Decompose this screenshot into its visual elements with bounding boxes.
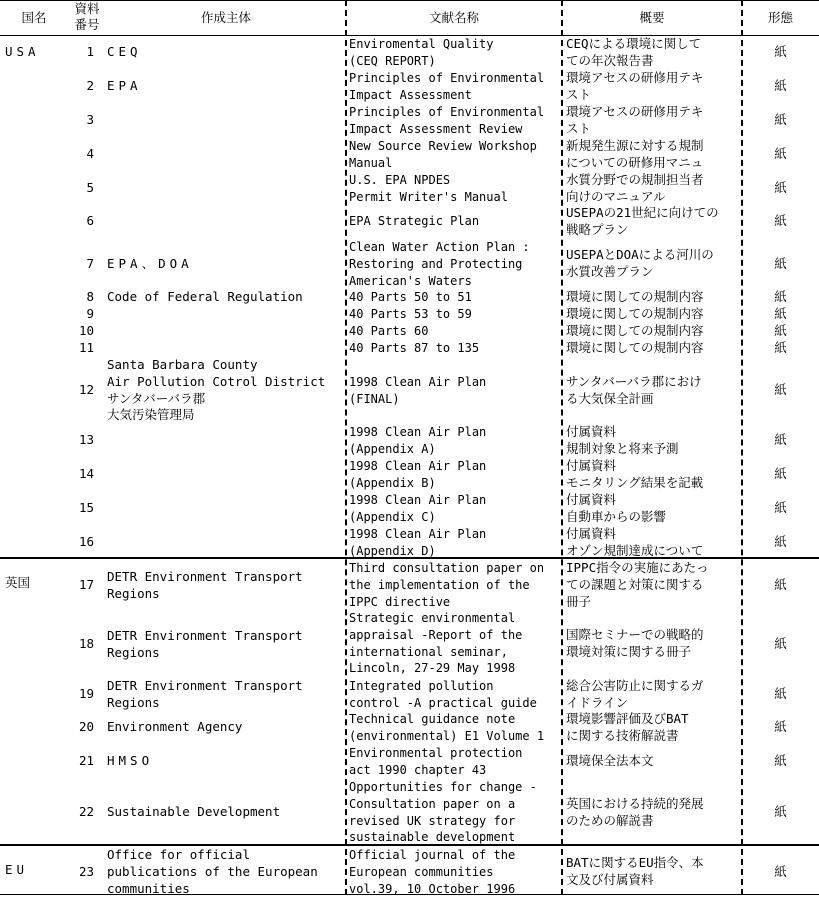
format-cell: 紙 [774,78,787,93]
country-label: EU [5,862,29,877]
header-doc-no-line1: 資料 [74,1,100,16]
doc-number: 18 [78,636,94,651]
doc-number: 8 [86,289,94,304]
summary-line: ての年次報告書 [566,52,654,68]
format-cell: 紙 [774,323,787,338]
doc-number: 16 [78,534,94,549]
doc-number: 17 [78,577,94,592]
title-line: vol.39, 10 October 1996 [349,881,516,896]
summary-line: 付属資料 [566,526,617,541]
title-line: New Source Review Workshop [349,139,537,153]
rule [0,0,819,1]
title-line: international seminar, [349,644,508,659]
title-line: European communities [349,864,494,879]
summary-line: 環境に関しての規制内容 [566,289,704,304]
summary-line: 新規発生源に対する規制 [566,138,704,153]
title-line: 1998 Clean Air Plan [349,375,487,389]
title-line: Impact Assessment Review [349,121,523,136]
doc-number: 9 [86,306,94,321]
format-cell: 紙 [774,804,787,819]
header-title: 文献名称 [428,10,479,25]
author-line: Code of Federal Regulation [107,289,303,304]
summary-line: 環境アセスの研修用テキ [566,104,704,119]
author-line: DETR Environment Transport [107,569,303,584]
title-line: Principles of Environmental [349,71,545,85]
header-author: 作成主体 [200,10,251,25]
doc-number: 12 [78,382,94,397]
title-line: IPPC directive [349,594,451,609]
summary-line: 自動車からの影響 [566,508,667,524]
summary-line: USEPAの21世紀に向けての [566,205,719,220]
doc-number: 4 [86,146,94,161]
summary-line: 水質改善プラン [566,263,654,279]
format-cell: 紙 [774,534,787,549]
title-line: 1998 Clean Air Plan [349,493,487,507]
format-cell: 紙 [774,577,787,592]
format-cell: 紙 [774,180,787,195]
summary-line: オゾン規制達成について [566,542,704,558]
summary-line: 環境対策に関する冊子 [566,643,692,659]
title-line: 40 Parts 53 to 59 [349,307,472,321]
summary-line: USEPAとDOAによる河川の [566,247,714,262]
summary-line: サンタバーバラ郡におけ [566,374,702,389]
summary-line: 環境に関しての規制内容 [566,323,704,338]
title-line: Opportunities for change - [349,780,537,794]
summary-line: 環境保全法本文 [566,753,654,768]
summary-line: 国際セミナーでの戦略的 [566,627,704,642]
doc-number: 10 [78,323,94,338]
doc-number: 6 [86,213,94,228]
format-cell: 紙 [774,256,787,271]
author-line: Sustainable Development [107,804,281,819]
title-line: control -A practical guide [349,695,537,710]
title-line: Clean Water Action Plan : [349,240,530,254]
format-cell: 紙 [774,753,787,768]
author-line: Air Pollution Cotrol District [107,373,326,389]
summary-line: に関する技術解説書 [566,727,679,743]
summary-line: る大気保全計画 [566,390,654,406]
title-line: Principles of Environmental [349,105,545,119]
author-line: EPA [107,78,142,93]
author-line: 大気汚染管理局 [107,407,195,423]
summary-line: モニタリング結果を記載 [566,474,704,490]
title-line: 40 Parts 87 to 135 [349,341,480,355]
format-cell: 紙 [774,306,787,321]
title-line: (Appendix C) [349,509,436,524]
summary-line: 冊子 [566,593,592,609]
format-cell: 紙 [774,432,787,447]
doc-number: 7 [86,256,94,271]
doc-number: 13 [78,432,94,447]
summary-line: のための解説書 [566,812,654,828]
title-line: Impact Assessment [349,87,472,102]
summary-line: ての課題と対策に関する [566,576,704,592]
header-doc-no-line2: 番号 [74,17,100,32]
author-line: EPA、DOA [107,256,193,271]
summary-line: 環境に関しての規制内容 [566,306,704,321]
title-line: American's Waters [349,273,472,288]
doc-number: 15 [78,500,94,515]
summary-line: 付属資料 [566,458,617,473]
format-cell: 紙 [774,466,787,481]
country-label: USA [5,44,40,59]
summary-line: 付属資料 [566,424,617,439]
title-line: the implementation of the [349,577,530,592]
title-line: sustainable development [349,830,516,845]
format-cell: 紙 [774,864,787,879]
title-line: Enviromental Quality [349,37,494,51]
summary-line: イドライン [566,694,629,710]
summary-line: 水質分野での規制担当者 [566,172,704,187]
doc-number: 1 [86,44,94,59]
summary-line: についての研修用マニュ [566,154,704,170]
header-doc-no [68,1,106,33]
format-cell: 紙 [774,146,787,161]
format-cell: 紙 [774,686,787,701]
header-summary: 概要 [639,10,665,25]
author-line: Regions [107,585,160,601]
header-country: 国名 [21,10,47,25]
format-cell: 紙 [774,340,787,355]
author-line: DETR Environment Transport [107,628,303,643]
title-line: (Appendix B) [349,475,436,490]
summary-line: 規制対象と将来予測 [566,440,679,456]
author-line: Santa Barbara County [107,357,258,372]
title-line: Permit Writer's Manual [349,189,508,204]
title-line: 1998 Clean Air Plan [349,459,487,473]
summary-line: CEQによる環境に関して [566,36,702,51]
format-cell: 紙 [774,636,787,651]
column-divider [561,0,563,895]
summary-line: 付属資料 [566,492,617,507]
summary-line: スト [566,86,592,102]
title-line: Environmental protection [349,746,523,760]
format-cell: 紙 [774,289,787,304]
title-line: Manual [349,155,393,170]
format-cell: 紙 [774,719,787,734]
doc-number: 14 [78,466,94,481]
format-cell: 紙 [774,500,787,515]
doc-number: 23 [78,864,94,879]
summary-line: 英国における持続的発展 [566,796,704,811]
column-divider [345,0,347,895]
doc-number: 2 [86,78,94,93]
author-line: Regions [107,694,160,710]
title-line: EPA Strategic Plan [349,214,480,228]
title-line: Integrated pollution [349,679,494,693]
title-line: 1998 Clean Air Plan [349,425,487,439]
author-line: publications of the European [107,863,318,879]
title-line: Restoring and Protecting [349,256,523,271]
summary-line: 向けのマニュアル [566,188,666,204]
summary-line: IPPC指令の実施にあたっ [566,560,709,575]
doc-number: 21 [78,753,94,768]
summary-line: BATに関するEU指令、本 [566,855,704,870]
author-line: Office for official [107,847,250,862]
title-line: (Appendix D) [349,543,436,558]
author-line: Regions [107,644,160,660]
title-line: act 1990 chapter 43 [349,762,487,777]
title-line: 40 Parts 50 to 51 [349,290,472,304]
title-line: 1998 Clean Air Plan [349,527,487,541]
title-line: (FINAL) [349,391,400,406]
summary-line: 環境影響評価及びBAT [566,711,689,726]
title-line: 40 Parts 60 [349,324,429,338]
summary-line: 戦略プラン [566,221,629,237]
doc-number: 20 [78,719,94,734]
title-line: (Appendix A) [349,441,436,456]
title-line: U.S. EPA NPDES [349,173,451,187]
author-line: サンタバーバラ郡 [107,390,206,406]
title-line: Strategic environmental [349,611,516,625]
summary-line: 文及び付属資料 [566,871,654,887]
summary-line: 環境アセスの研修用テキ [566,70,704,85]
title-line: Consultation paper on a [349,796,516,811]
doc-number: 19 [78,686,94,701]
doc-number: 22 [78,804,94,819]
author-line: CEQ [107,44,142,59]
title-line: Technical guidance note [349,712,516,726]
summary-line: 環境に関しての規制内容 [566,340,704,355]
summary-line: 総合公害防止に関するガ [566,678,704,693]
author-line: Environment Agency [107,719,243,734]
title-line: revised UK strategy for [349,813,516,828]
author-line: HMSO [107,753,154,768]
format-cell: 紙 [774,44,787,59]
title-line: (environmental) E1 Volume 1 [349,728,545,743]
title-line: Third consultation paper on [349,561,545,575]
doc-number: 3 [86,112,94,127]
doc-number: 5 [86,180,94,195]
title-line: (CEQ REPORT) [349,53,436,68]
format-cell: 紙 [774,382,787,397]
title-line: Lincoln, 27-29 May 1998 [349,661,516,676]
title-line: appraisal -Report of the [349,627,523,642]
country-label: 英国 [5,575,31,590]
format-cell: 紙 [774,213,787,228]
format-cell: 紙 [774,112,787,127]
title-line: Official journal of the [349,848,516,862]
summary-line: スト [566,120,592,136]
doc-number: 11 [78,340,94,355]
header-format: 形態 [767,10,793,25]
author-line: DETR Environment Transport [107,678,303,693]
author-line: communities [107,880,190,896]
